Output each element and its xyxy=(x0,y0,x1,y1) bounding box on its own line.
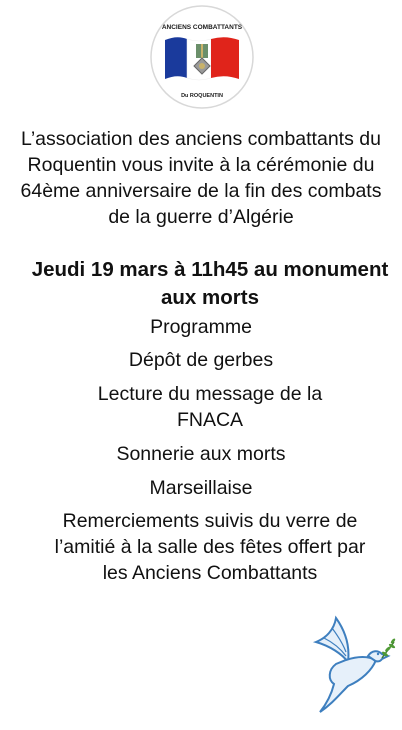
program-item-wreath-laying: Dépôt de gerbes xyxy=(128,349,274,371)
invitation-text: L’association des anciens combattants du Roquentin vous invite à la cérémonie du 64ème anniversaire de la fin des combats de la guerre d’Algérie xyxy=(20,128,382,228)
program-item-last-post: Sonnerie aux morts xyxy=(116,443,286,465)
event-date-location: Jeudi 19 mars à 11h45 au monument aux morts xyxy=(31,258,389,309)
dove-with-olive-branch-icon xyxy=(306,612,396,720)
logo-bottom-text: Du ROQUENTIN xyxy=(181,93,223,99)
program-heading: Programme xyxy=(150,316,252,338)
program-item-marseillaise: Marseillaise xyxy=(149,477,253,499)
association-logo xyxy=(149,4,255,110)
logo-top-text: ANCIENS COMBATTANTS xyxy=(161,24,243,31)
program-item-closing-reception: Remerciements suivis du verre de l’amitié à la salle des fêtes offert par les Anciens Combattants xyxy=(54,510,366,584)
program-item-fnaca-message: Lecture du message de la FNACA xyxy=(97,383,323,431)
